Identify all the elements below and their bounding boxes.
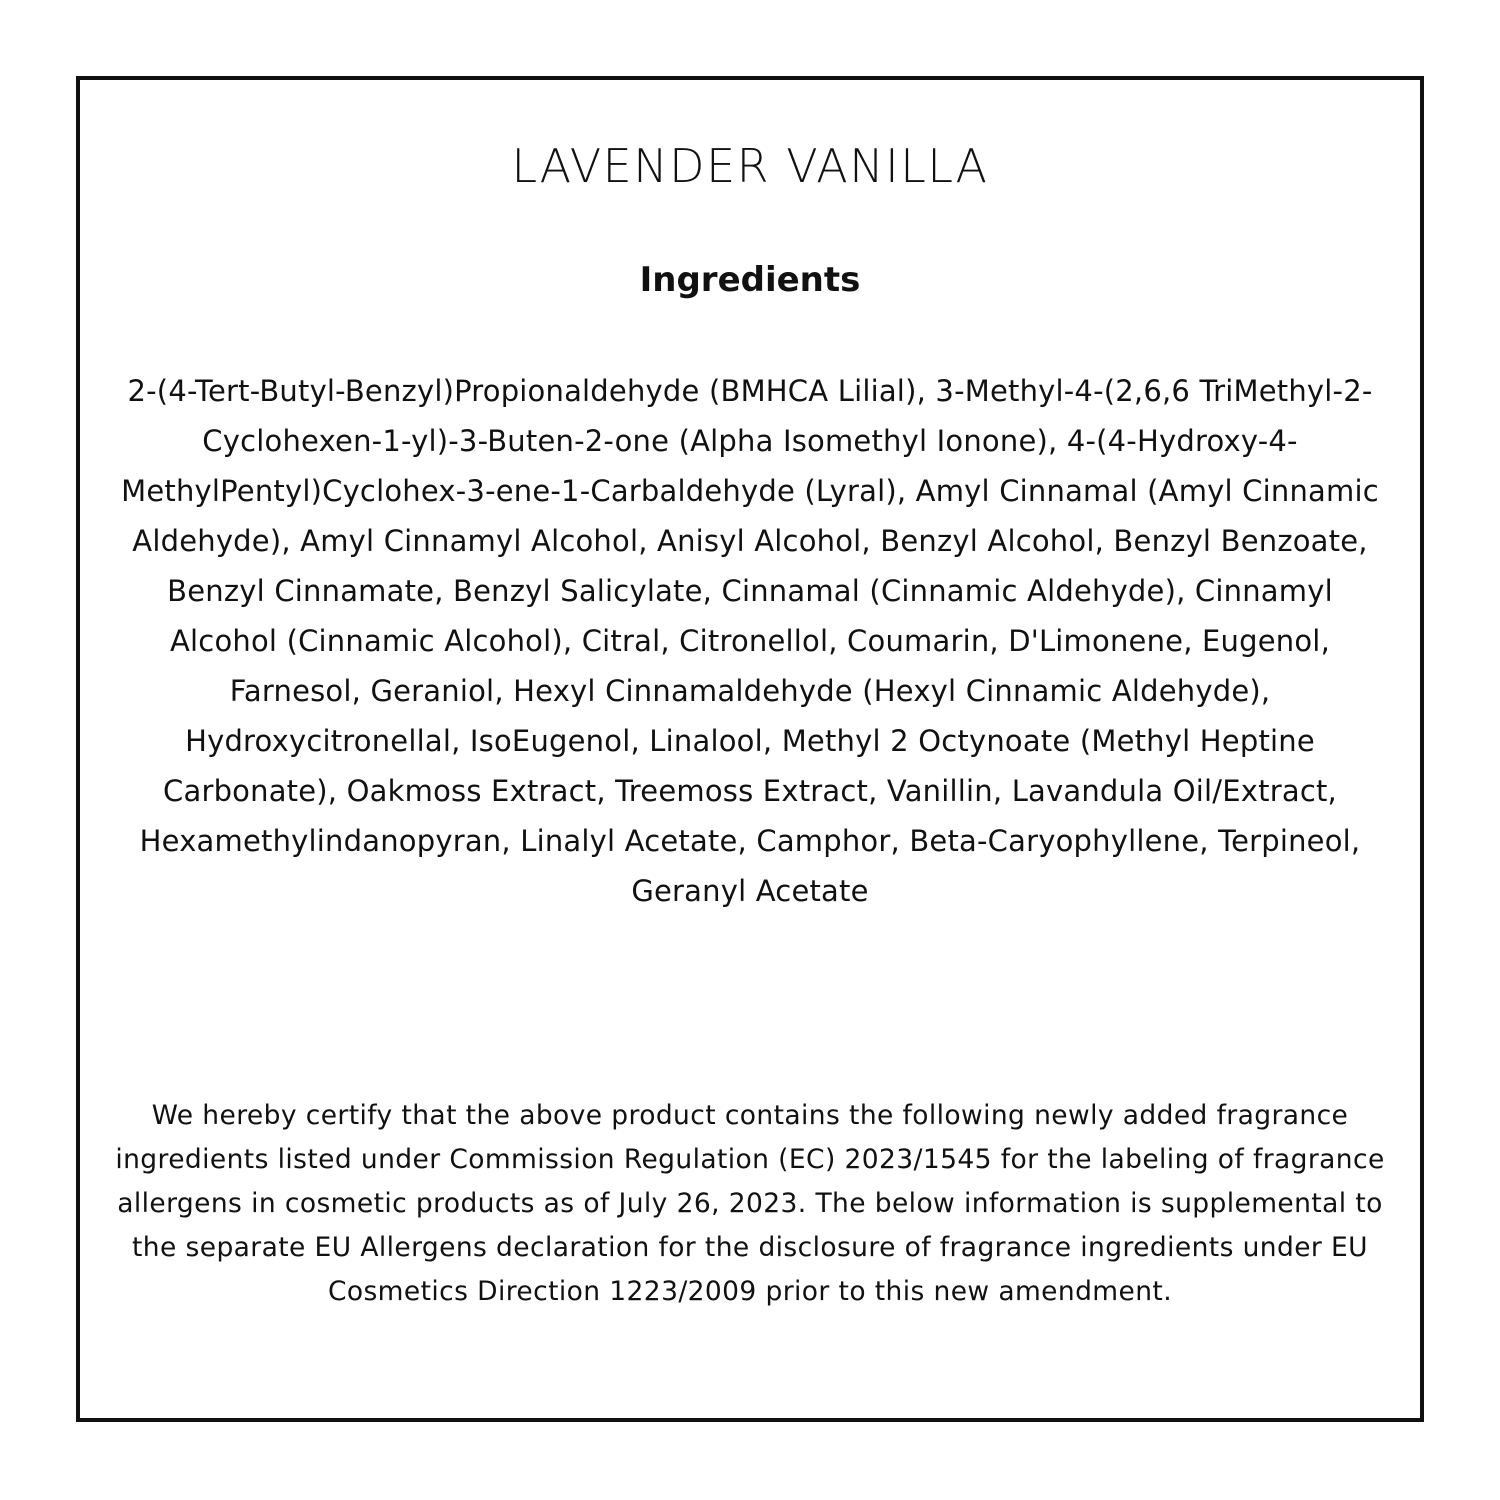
ingredients-list: 2-(4-Tert-Butyl-Benzyl)Propionaldehyde (BMHCA Lilial), 3-Methyl-4-(2,6,6 TriMethyl-2-Cyclohexen-1-yl)-3-Buten-2-one (Alpha Isomethyl Ionone), 4-(4-Hydroxy-4-MethylPentyl)Cyclohex-3-ene-1-Carbaldehyde (Lyral), Amyl Cinnamal (Amyl Cinnamic Aldehyde), Amyl Cinnamyl Alcohol, Anisyl Alcohol, Benzyl Alcohol, Benzyl Benzoate, Benzyl Cinnamate, Benzyl Salicylate, Cinnamal (Cinnamic Aldehyde), Cinnamyl Alcohol (Cinnamic Alcohol), Citral, Citronellol, Coumarin, D'Limonene, Eugenol, Farnesol, Geraniol, Hexyl Cinnamaldehyde (Hexyl Cinnamic Aldehyde), Hydroxycitronellal, IsoEugenol, Linalool, Methyl 2 Octynoate (Methyl Heptine Carbonate), Oakmoss Extract, Treemoss Extract, Vanillin, Lavandula Oil/Extract, Hexamethylindanopyran, Linalyl Acetate, Camphor, Beta-Caryophyllene, Terpineol, Geranyl Acetate bbox=[121, 374, 1379, 908]
ingredients-heading: Ingredients bbox=[639, 260, 861, 300]
product-title: LAVENDER VANILLA bbox=[511, 139, 989, 193]
certification-statement: We hereby certify that the above product contains the following newly added fragrance ingredients listed under Commission Regulation (EC) 2023/1545 for the labeling of fragrance allergens in cosmetic products as of July 26, 2023. The below information is supplemental to the separate EU Allergens declaration for the disclosure of fragrance ingredients under EU Cosmetics Direction 1223/2009 prior to this new amendment. bbox=[115, 1100, 1385, 1307]
document-frame bbox=[76, 76, 1424, 1422]
